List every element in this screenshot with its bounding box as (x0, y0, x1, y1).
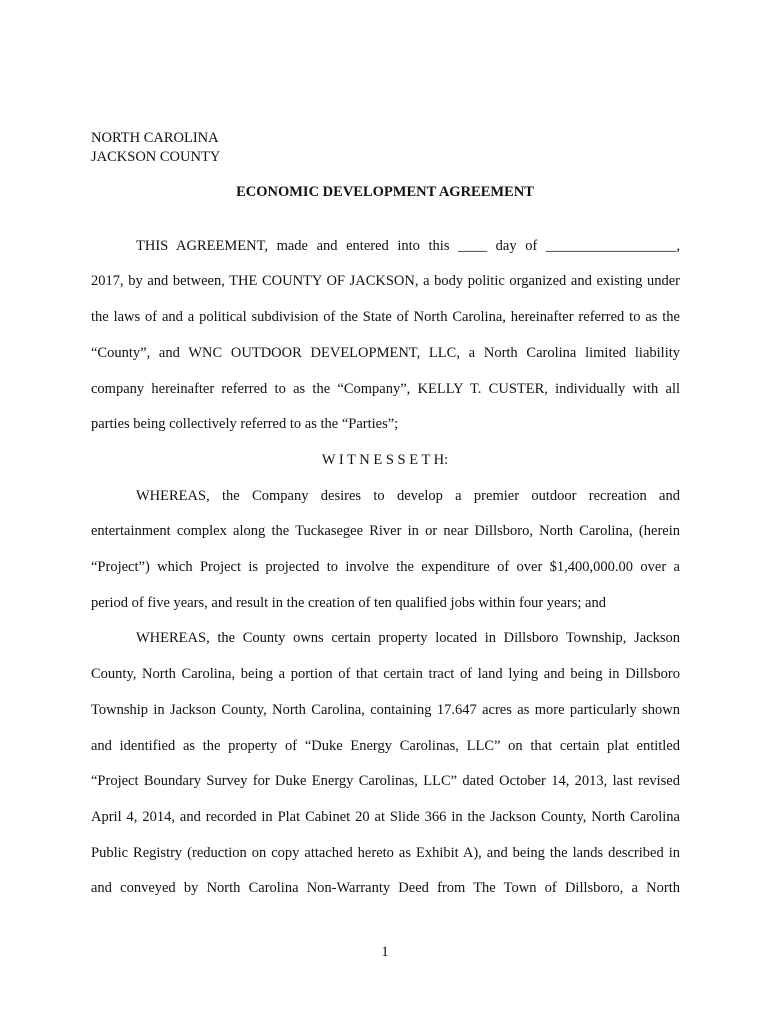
paragraph-line: Public Registry (reduction on copy attached hereto as Exhibit A), and being the lands described in (91, 845, 680, 861)
paragraph-line: WHEREAS, the Company desires to develop a premier outdoor recreation and (136, 488, 680, 504)
paragraph-line: parties being collectively referred to as the “Parties”; (91, 416, 399, 432)
paragraph-line: April 4, 2014, and recorded in Plat Cabinet 20 at Slide 366 in the Jackson County, North Carolina (91, 809, 680, 825)
paragraph-line: “Project”) which Project is projected to involve the expenditure of over $1,400,000.00 over a (91, 559, 680, 575)
witnesseth-heading: W I T N E S S E T H: (321, 452, 449, 468)
paragraph-line: and identified as the property of “Duke Energy Carolinas, LLC” on that certain plat entitled (91, 738, 680, 754)
paragraph-line: the laws of and a political subdivision of the State of North Carolina, hereinafter referred to as the (91, 309, 680, 325)
paragraph-line: company hereinafter referred to as the “Company”, KELLY T. CUSTER, individually with all (91, 381, 680, 397)
paragraph-line: and conveyed by North Carolina Non-Warranty Deed from The Town of Dillsboro, a North (91, 880, 680, 896)
paragraph-line: “County”, and WNC OUTDOOR DEVELOPMENT, LLC, a North Carolina limited liability (91, 345, 680, 361)
paragraph-line: Township in Jackson County, North Carolina, containing 17.647 acres as more particularly shown (91, 702, 680, 718)
paragraph-line: THIS AGREEMENT, made and entered into this ____ day of __________________, (136, 238, 680, 254)
paragraph-line: “Project Boundary Survey for Duke Energy Carolinas, LLC” dated October 14, 2013, last revised (91, 773, 680, 789)
paragraph-line: period of five years, and result in the creation of ten qualified jobs within four years; and (91, 595, 606, 611)
header-county: JACKSON COUNTY (91, 149, 221, 165)
document-title: ECONOMIC DEVELOPMENT AGREEMENT (236, 184, 534, 200)
paragraph-line: WHEREAS, the County owns certain property located in Dillsboro Township, Jackson (136, 630, 680, 646)
paragraph-line: 2017, by and between, THE COUNTY OF JACKSON, a body politic organized and existing under (91, 273, 680, 289)
page-number: 1 (381, 944, 389, 960)
header-state: NORTH CAROLINA (91, 130, 219, 146)
paragraph-line: County, North Carolina, being a portion of that certain tract of land lying and being in Dillsboro (91, 666, 680, 682)
paragraph-line: entertainment complex along the Tuckasegee River in or near Dillsboro, North Carolina, (herein (91, 523, 680, 539)
